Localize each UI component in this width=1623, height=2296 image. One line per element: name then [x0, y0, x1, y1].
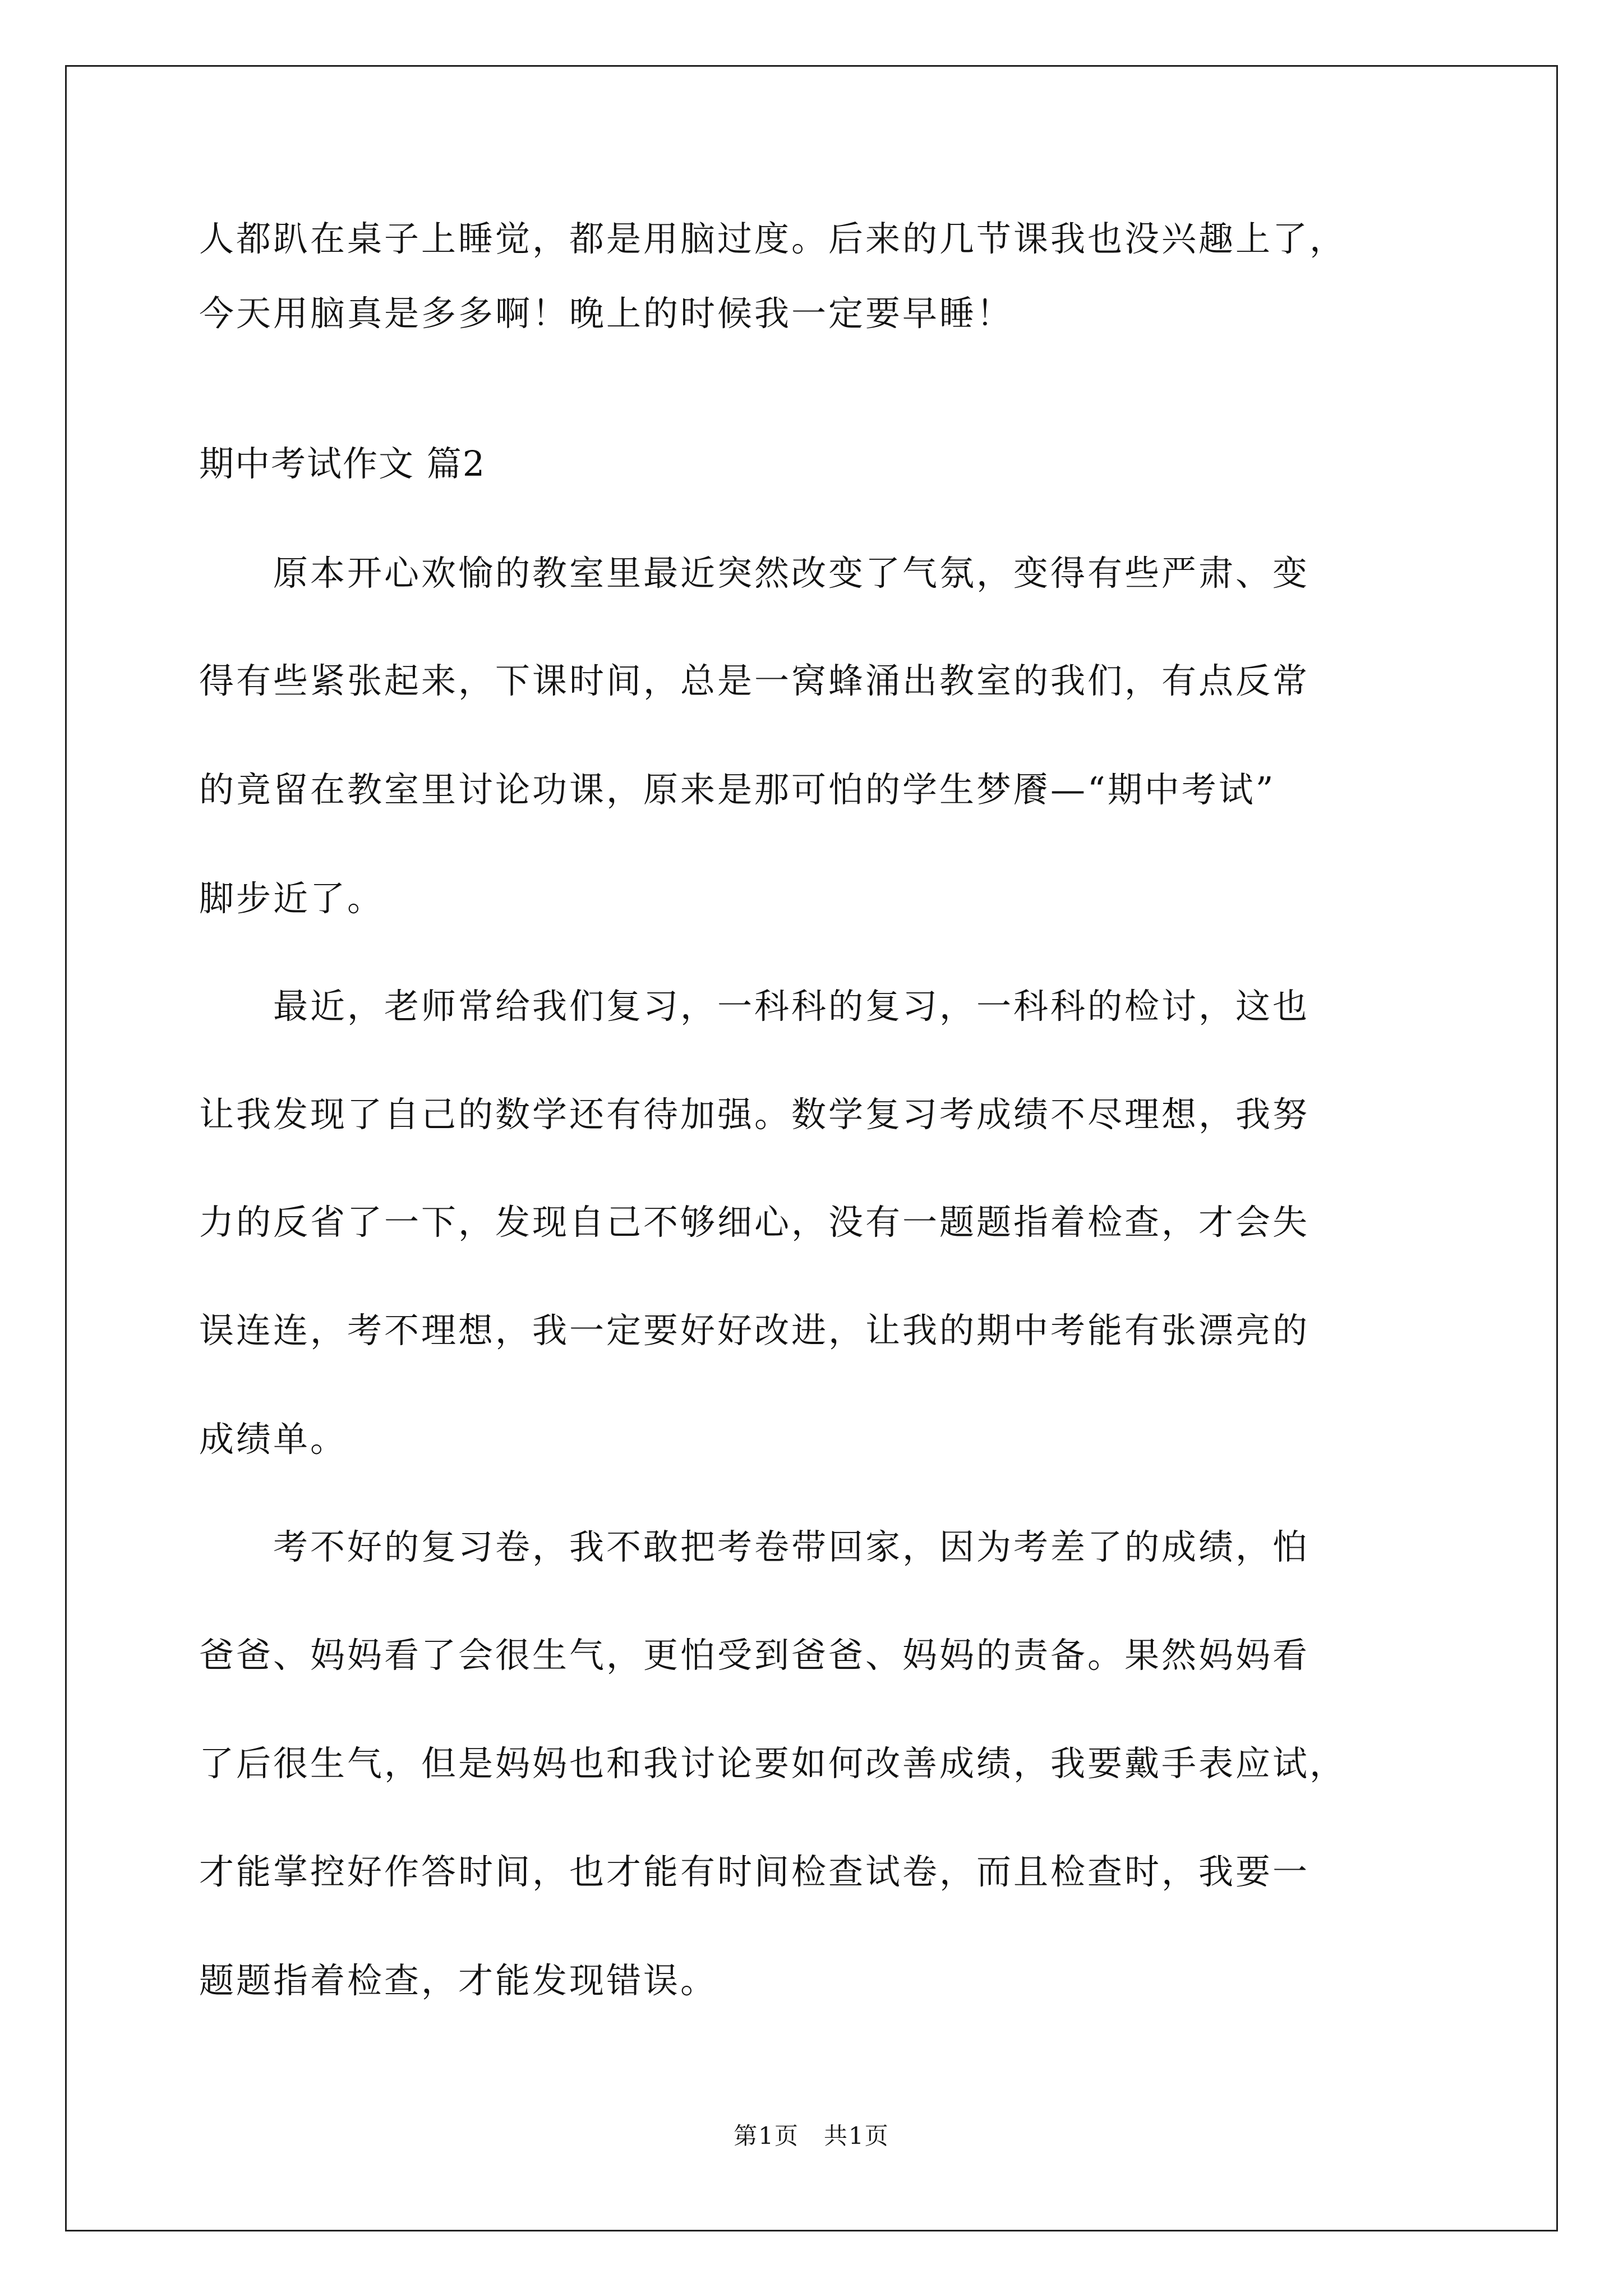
- text-line: 误连连，考不理想，我一定要好好改进，让我的期中考能有张漂亮的: [199, 1310, 1310, 1351]
- text-line: 考不好的复习卷，我不敢把考卷带回家，因为考差了的成绩，怕: [199, 1526, 1310, 1567]
- text-line: 才能掌控好作答时间，也才能有时间检查试卷，而且检查时，我要一: [199, 1851, 1310, 1892]
- text-line: 最近，老师常给我们复习，一科科的复习，一科科的检讨，这也: [199, 986, 1310, 1027]
- text-line: 让我发现了自己的数学还有待加强。数学复习考成绩不尽理想，我努: [199, 1094, 1310, 1135]
- page-footer: 第1页 共1页: [734, 2122, 889, 2150]
- text-line: 力的反省了一下，发现自己不够细心，没有一题题指着检查，才会失: [199, 1202, 1310, 1243]
- section-heading: 期中考试作文 篇2: [199, 443, 486, 484]
- text-line: 得有些紧张起来，下课时间，总是一窝蜂涌出教室的我们，有点反常: [199, 660, 1310, 701]
- text-line: 人都趴在桌子上睡觉，都是用脑过度。后来的几节课我也没兴趣上了，: [199, 218, 1347, 259]
- text-line: 今天用脑真是多多啊！晚上的时候我一定要早睡！: [199, 293, 1014, 334]
- text-line: 题题指着检查，才能发现错误。: [199, 1960, 718, 2001]
- text-line: 了后很生气，但是妈妈也和我讨论要如何改善成绩，我要戴手表应试，: [199, 1743, 1347, 1784]
- text-line: 爸爸、妈妈看了会很生气，更怕受到爸爸、妈妈的责备。果然妈妈看: [199, 1635, 1310, 1676]
- page-border: [65, 65, 1558, 2231]
- text-line: 原本开心欢愉的教室里最近突然改变了气氛，变得有些严肃、变: [199, 553, 1310, 593]
- text-line: 成绩单。: [199, 1419, 348, 1460]
- text-line: 的竟留在教室里讨论功课，原来是那可怕的学生梦餍—“期中考试”: [199, 769, 1276, 810]
- text-line: 脚步近了。: [199, 878, 385, 919]
